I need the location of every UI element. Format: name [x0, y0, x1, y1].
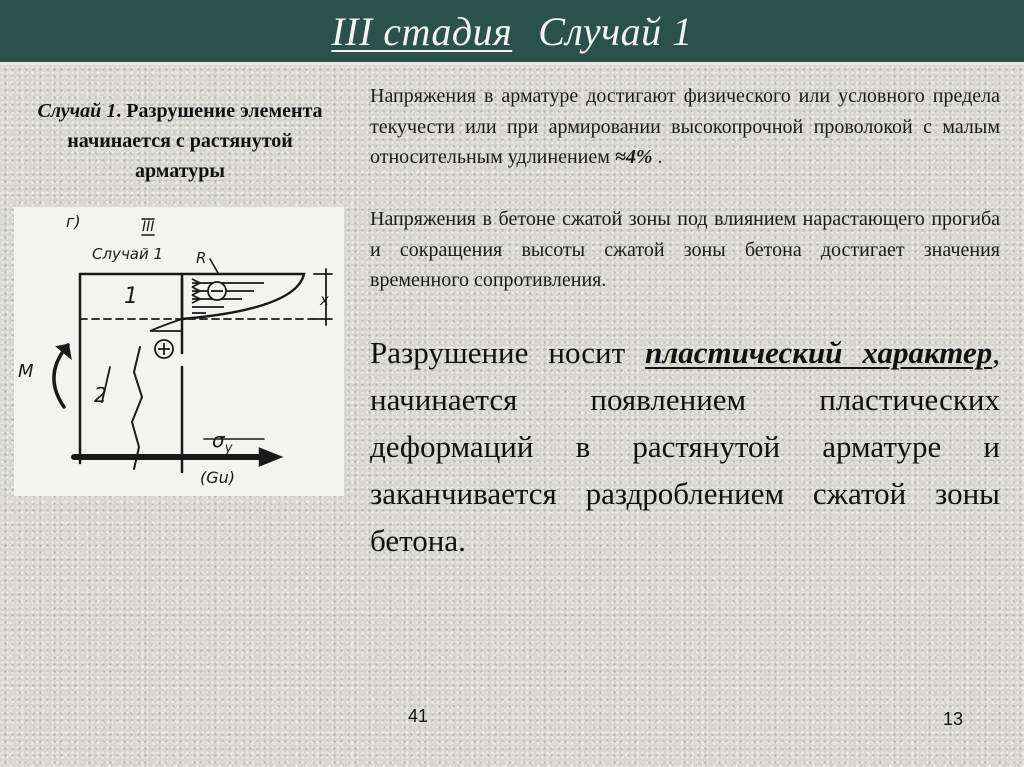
stress-diagram-figure	[14, 207, 344, 496]
figure-label-sigma: $\sigma_y$	[212, 428, 233, 456]
figure-label-g: г)	[66, 212, 81, 231]
figure-label-sigma-u: (Gu)	[200, 468, 236, 487]
title-case: Случай 1	[538, 8, 693, 54]
figure-label-x: x	[320, 291, 329, 309]
force-arrowhead	[260, 449, 280, 465]
title-bar	[0, 0, 1024, 65]
slide-title	[331, 8, 692, 55]
page-number-left: 41	[408, 706, 429, 726]
figure-label-r: R	[196, 249, 207, 267]
paragraph-reinforcement-stress: Напряжения в арматуре достигают физического или условного предела текучести или при армировании высокопрочной проволокой с малым относительным удлинением ≈4% .	[370, 85, 1000, 168]
case-label: Случай 1	[37, 100, 117, 122]
figure-label-stage: III	[142, 219, 155, 235]
tension-block	[150, 319, 182, 331]
case-heading	[20, 96, 340, 186]
stress-diagram	[14, 207, 344, 496]
figure-label-m: M	[18, 361, 34, 382]
crack-line	[132, 347, 142, 469]
paragraph-concrete-stress: Напряжения в бетоне сжатой зоны под влиянием нарастающего прогиба и сокращения высоты сжатой зоны бетона достигает значения временного сопротивления.	[370, 208, 1000, 291]
page-number-right: 13	[943, 709, 964, 729]
figure-label-2: 2	[94, 383, 107, 407]
paragraph-failure-character: Разрушение носит пластический характер, начинается появлением пластических деформаций в растянутой арматуре и заканчивается раздроблением сжатой зоны бетона.	[370, 335, 1000, 558]
figure-label-case: Случай 1	[92, 245, 164, 263]
title-stage: III стадия	[331, 8, 513, 54]
elongation-symbol: ≈4%	[614, 146, 653, 168]
case-description: . Разрушение элемента начинается с растянутой арматуры	[67, 100, 323, 182]
plastic-character-emphasis: пластический характер	[645, 335, 993, 370]
figure-label-1: 1	[124, 284, 138, 309]
